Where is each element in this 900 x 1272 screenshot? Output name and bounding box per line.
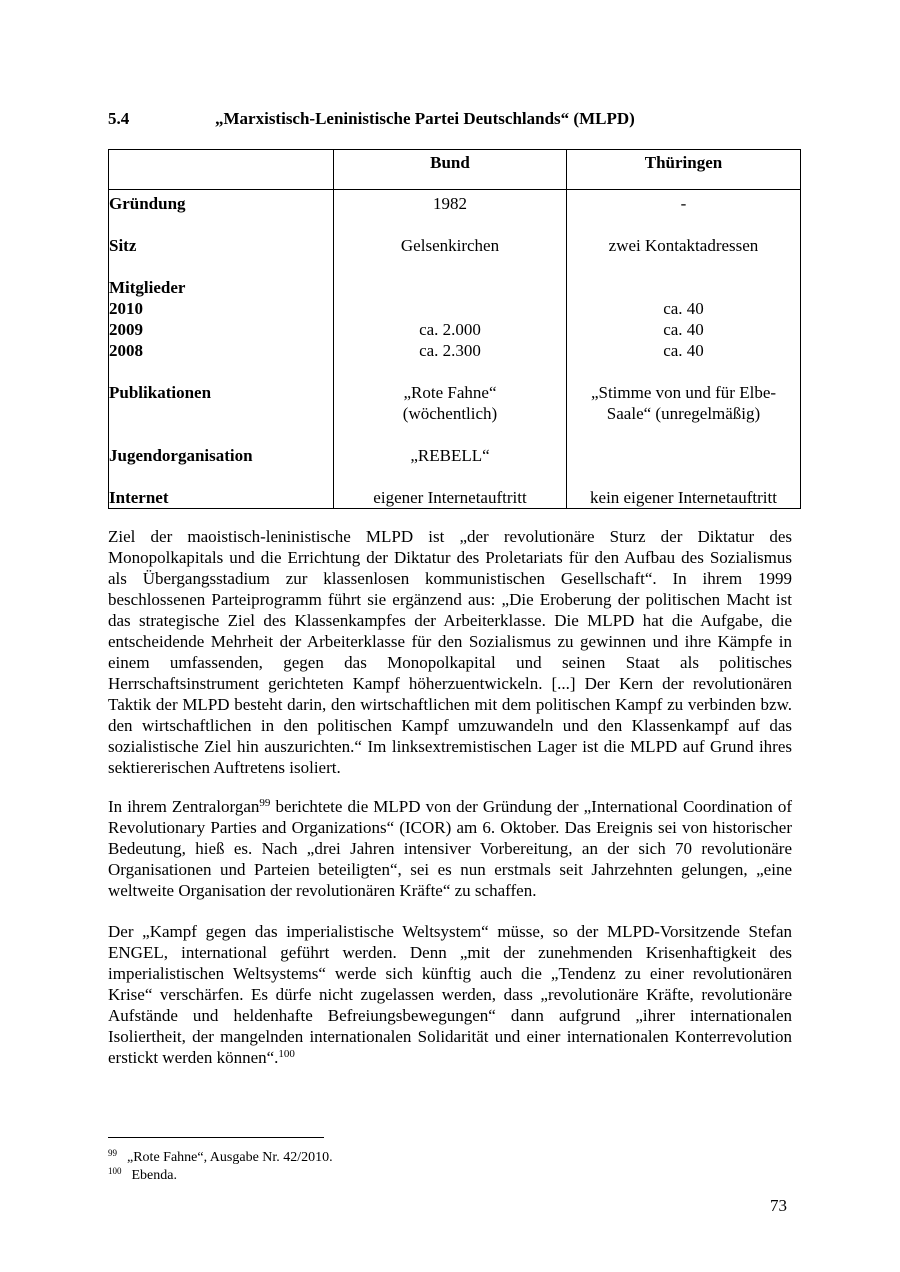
footnote-ref-100[interactable]: 100 [278, 1048, 295, 1060]
label-jugendorganisation: Jugendorganisation [109, 446, 253, 465]
bund-internet: eigener Internetauftritt [373, 488, 527, 507]
header-thueringen: Thüringen [567, 150, 801, 190]
footnote-100 [108, 1167, 333, 1185]
thueringen-jugendorganisation [567, 445, 800, 466]
footnote-text: Ebenda. [131, 1168, 177, 1183]
header-empty-cell [109, 150, 334, 190]
footnote-ref-99[interactable]: 99 [259, 797, 271, 809]
footnote-99 [108, 1149, 333, 1167]
thueringen-values-cell [567, 190, 801, 509]
paragraph-2-lead: In ihrem Zentralorgan [108, 797, 260, 816]
thueringen-2010: ca. 40 [663, 299, 704, 318]
bund-publikationen-line2: (wöchentlich) [402, 404, 498, 423]
thueringen-publikationen-line1: „Stimme von und für Elbe- [590, 383, 777, 402]
footnote-number: 100 [108, 1166, 122, 1176]
label-2010: 2010 [109, 299, 143, 318]
row-labels-cell [109, 190, 334, 509]
paragraph-3-text [108, 921, 792, 1068]
footnote-text: „Rote Fahne“, Ausgabe Nr. 42/2010. [127, 1150, 333, 1165]
thueringen-sitz: zwei Kontaktadressen [608, 236, 759, 255]
paragraph-1-text: Ziel der maoistisch-leninistische MLPD ist „der revolutionäre Sturz der Diktatur des Monopolkapitals und die Errichtung der Diktatur des Proletariats für den Aufbau des Sozialismus als Übergangsstadium zur klassenlosen kommunistischen Gesellschaft“. In ihrem 1999 beschlossenen Parteiprogramm führt sie ergänzend aus: „Die Eroberung der politischen Macht ist das strategische Ziel des Klassenkampfes der Arbeiterklasse. Die MLPD hat die Aufgabe, die entscheidende Mehrheit der Arbeiterklasse für den Sozialismus zu gewinnen und ihre Kämpfe in einem umfassenden, gegen das Monopolkapital und seinen Staat als politisches Herrschaftsinstrument gerichteten Kampf höherzuentwickeln. [...] Der Kern der revolutionären Taktik der MLPD besteht darin, den wirtschaftlichen mit dem politischen Kampf zu verbinden bzw. den wirtschaftlichen in den politischen Kampf umzuwandeln und den Klassenkampf auf das sozialistische Ziel hin auszurichten.“ Im linksextremistischen Lager ist die MLPD auf Grund ihres sektiererischen Auftretens isoliert. [108, 527, 792, 777]
paragraph-2 [108, 796, 792, 901]
label-mitglieder: Mitglieder [109, 278, 186, 297]
table-header-row [109, 150, 801, 190]
label-internet: Internet [109, 488, 169, 507]
footnote-number: 99 [108, 1148, 117, 1158]
thueringen-2009: ca. 40 [663, 320, 704, 339]
bund-gruendung: 1982 [433, 194, 467, 213]
label-2009: 2009 [109, 320, 143, 339]
paragraph-1 [108, 526, 792, 778]
label-gruendung: Gründung [109, 194, 186, 213]
bund-sitz: Gelsenkirchen [400, 236, 500, 255]
table-body-row [109, 190, 801, 509]
paragraph-3 [108, 921, 792, 1068]
section-number: 5.4 [108, 109, 130, 128]
page-number: 73 [770, 1196, 787, 1215]
header-bund: Bund [334, 150, 567, 190]
party-profile-table [108, 149, 801, 509]
bund-values-cell [334, 190, 567, 509]
thueringen-gruendung: - [680, 194, 687, 213]
footnote-divider [108, 1137, 324, 1138]
paragraph-2-rest: berichtete die MLPD von der Gründung der „International Coordination of Revolutionary Parties and Organizations“ (ICOR) am 6. Oktober. Das Ereignis sei von historischer Bedeutung, hieß es. Nach „drei Jahren intensiver Vorbereitung, an der sich 70 revolutionäre Organisationen und Parteien beteiligten“, sei es nun erstmals seit Jahrzehnten gelungen, „eine weltweite Organisation der revolutionären Kräfte“ zu schaffen. [108, 797, 792, 900]
label-publikationen: Publikationen [109, 383, 212, 402]
bund-2009: ca. 2.000 [419, 320, 481, 339]
bund-publikationen-line1: „Rote Fahne“ [403, 383, 497, 402]
paragraph-3-body: Der „Kampf gegen das imperialistische Weltsystem“ müsse, so der MLPD-Vorsitzende Stefan ENGEL, international geführt werden. Denn „mit der zunehmenden Krisenhaftigkeit des imperialistischen Weltsystems“ werde sich künftig auch die „Tendenz zu einer revolutionären Krise“ verschärfen. Es dürfe nicht zugelassen werden, dass „revolutionäre Kräfte, revolutionäre Aufstände und heldenhafte Befreiungsbewegungen“ dann aufgrund „ihrer internationalen Isoliertheit, der mangelnden internationalen Solidarität und einer internationalen Konterrevolution erstickt werden können“. [108, 922, 792, 1067]
label-sitz: Sitz [109, 236, 137, 255]
section-title: „Marxistisch-Leninistische Partei Deutschlands“ (MLPD) [215, 109, 635, 128]
footnotes [108, 1149, 333, 1185]
paragraph-2-text [108, 796, 792, 901]
thueringen-2008: ca. 40 [663, 341, 704, 360]
thueringen-internet: kein eigener Internetauftritt [590, 488, 777, 507]
bund-jugendorganisation: „REBELL“ [410, 446, 490, 465]
thueringen-publikationen-line2: Saale“ (unregelmäßig) [606, 404, 761, 423]
bund-2010 [334, 298, 566, 319]
label-2008: 2008 [109, 341, 143, 360]
bund-2008: ca. 2.300 [419, 341, 481, 360]
